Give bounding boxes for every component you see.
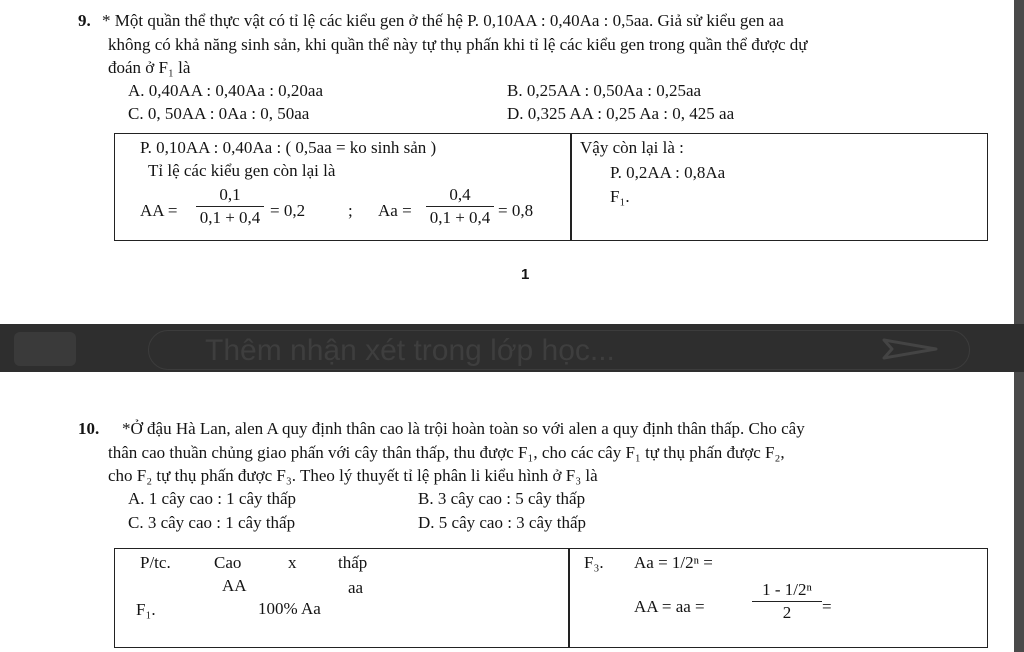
q10-f3-equals: = bbox=[822, 597, 832, 616]
q9-fraction-AA bbox=[196, 186, 264, 227]
q10-p-label: P/tc. bbox=[140, 553, 171, 572]
page-edge-shadow-lower bbox=[1014, 372, 1024, 652]
question-10-line-2: thân cao thuần chủng giao phấn với cây thân thấp, thu được F₁, cho các cây F₁ tự thụ phấn được F₂, bbox=[108, 443, 785, 462]
q9-separator: ; bbox=[348, 201, 353, 220]
page-number: 1 bbox=[521, 266, 530, 283]
fraction-denominator: 2 bbox=[782, 603, 792, 622]
q10-cao: Cao bbox=[214, 553, 242, 572]
q9-solution-left-line-2: Tỉ lệ các kiểu gen còn lại là bbox=[148, 161, 336, 180]
fraction-numerator: 1 - 1/2ⁿ bbox=[762, 580, 812, 599]
question-9-option-b: B. 0,25AA : 0,50Aa : 0,25aa bbox=[507, 81, 702, 100]
q10-AA: AA bbox=[222, 576, 247, 595]
fraction-bar bbox=[426, 206, 494, 207]
q10-f1-value: 100% Aa bbox=[258, 599, 321, 618]
avatar bbox=[14, 332, 76, 366]
q10-aa: aa bbox=[348, 578, 364, 597]
q10-cross: x bbox=[288, 553, 297, 572]
question-9-option-d: D. 0,325 AA : 0,25 Aa : 0, 425 aa bbox=[507, 104, 735, 123]
question-10-option-b: B. 3 cây cao : 5 cây thấp bbox=[418, 489, 586, 508]
q9-solution-right-line-3: F₁. bbox=[610, 187, 630, 206]
q9-solution-right-line-1: Vậy còn lại là : bbox=[580, 138, 684, 157]
question-10-solution-table bbox=[114, 548, 988, 648]
question-10-option-c: C. 3 cây cao : 1 cây thấp bbox=[128, 513, 296, 532]
fraction-denominator: 0,1 + 0,4 bbox=[199, 208, 261, 227]
question-10-option-d: D. 5 cây cao : 3 cây thấp bbox=[418, 513, 587, 532]
q9-AA-result: = 0,2 bbox=[270, 201, 306, 220]
q10-f3-label: F₃. bbox=[584, 553, 604, 572]
question-9-number: 9. bbox=[78, 11, 91, 30]
question-10-line-1: *Ở đậu Hà Lan, alen A quy định thân cao là trội hoàn toàn so với alen a quy định thân thấp. Cho cây bbox=[122, 419, 805, 438]
table-divider bbox=[568, 548, 570, 648]
q10-f3-AA-prefix: AA = aa = bbox=[634, 597, 705, 616]
question-10-number: 10. bbox=[78, 419, 100, 438]
fraction-bar bbox=[752, 601, 822, 602]
q10-f3-fraction bbox=[752, 581, 822, 622]
q9-Aa-result: = 0,8 bbox=[498, 201, 534, 220]
fraction-bar bbox=[196, 206, 264, 207]
question-10-line-3: cho F₂ tự thụ phấn được F₃. Theo lý thuyết tỉ lệ phân li kiểu hình ở F₃ là bbox=[108, 466, 598, 485]
q9-solution-right-line-2: P. 0,2AA : 0,8Aa bbox=[610, 163, 726, 182]
fraction-denominator: 0,1 + 0,4 bbox=[429, 208, 491, 227]
comment-placeholder: Thêm nhận xét trong lớp học... bbox=[205, 334, 615, 367]
fraction-numerator: 0,4 bbox=[449, 185, 471, 204]
page-edge-shadow bbox=[1014, 0, 1024, 324]
fraction-numerator: 0,1 bbox=[219, 185, 241, 204]
q9-solution-left-line-1: P. 0,10AA : 0,40Aa : ( 0,5aa = ko sinh sản ) bbox=[140, 138, 437, 157]
q9-Aa-prefix: Aa = bbox=[378, 201, 412, 220]
q9-AA-prefix: AA = bbox=[140, 201, 178, 220]
question-9-line-2: không có khả năng sinh sản, khi quần thể này tự thụ phấn khi tỉ lệ các kiểu gen trong quần thể được dự bbox=[108, 35, 808, 54]
table-divider bbox=[570, 133, 572, 241]
question-9-option-c: C. 0, 50AA : 0Aa : 0, 50aa bbox=[128, 104, 310, 123]
q10-f1-label: F₁. bbox=[136, 600, 156, 619]
q10-f3-aa-line: Aa = 1/2ⁿ = bbox=[634, 553, 713, 572]
q9-fraction-Aa bbox=[426, 186, 494, 227]
question-9-line-1: * Một quần thể thực vật có tỉ lệ các kiểu gen ở thế hệ P. 0,10AA : 0,40Aa : 0,5aa. Giả sử kiểu gen aa bbox=[102, 11, 784, 30]
question-9-option-a: A. 0,40AA : 0,40Aa : 0,20aa bbox=[128, 81, 324, 100]
question-9-line-3: đoán ở F₁ là bbox=[108, 58, 191, 77]
send-icon[interactable] bbox=[880, 336, 940, 362]
q10-thap: thấp bbox=[338, 553, 368, 572]
question-10-option-a: A. 1 cây cao : 1 cây thấp bbox=[128, 489, 297, 508]
